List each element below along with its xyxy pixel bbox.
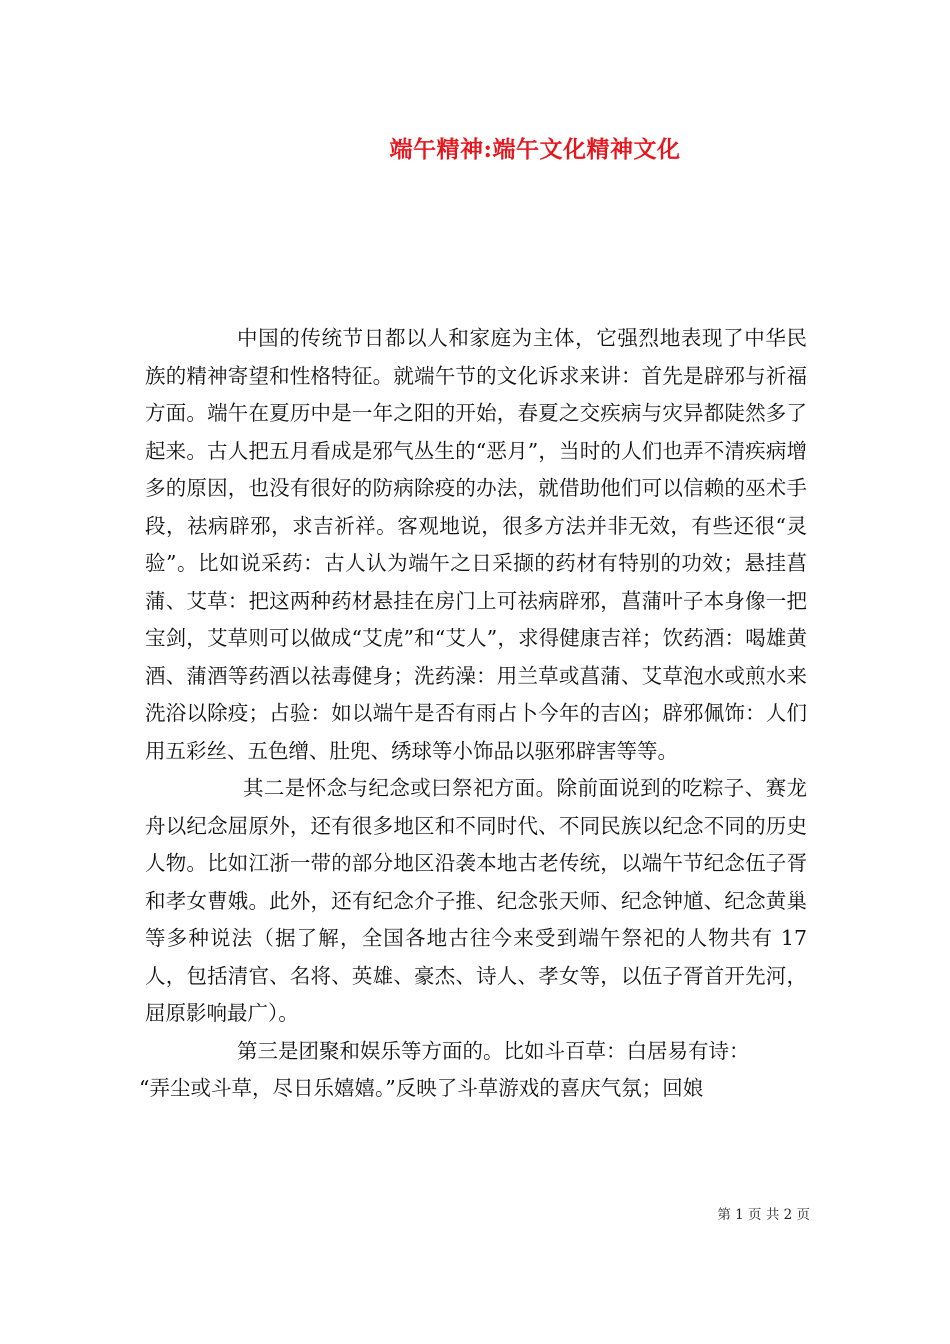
paragraph: 其二是怀念与纪念或曰祭祀方面。除前面说到的吃粽子、赛龙舟以纪念屈原外，还有很多地区和不同时代、不同民族以纪念不同的历史人物。比如江浙一带的部分地区沿袭本地古老传统，以端午节纪念伍子胥和孝女曹娥。此外，还有纪念介子推、纪念张天师、纪念钟馗、纪念黄巢等多种说法（据了解，全国各地古往今来受到端午祭祀的人物共有 17 人，包括清官、名将、英雄、豪杰、诗人、孝女等，以伍子胥首开先河，屈原影响最广）。 [145,776,807,1025]
paragraph-line: 第三是团聚和娱乐等方面的。比如斗百草：白居易有诗： [237,1038,750,1063]
paragraph: 中国的传统节日都以人和家庭为主体，它强烈地表现了中华民族的精神寄望和性格特征。就端午节的文化诉求来讲：首先是辟邪与祈福方面。端午在夏历中是一年之阳的开始，春夏之交疾病与灾异都陡然多了起来。古人把五月看成是邪气丛生的“恶月”，当时的人们也弄不清疾病增多的原因，也没有很好的防病除疫的办法，就借助他们可以信赖的巫术手段，祛病辟邪，求吉祈祥。客观地说，很多方法并非无效，有些还很“灵验”。比如说采药：古人认为端午之日采撷的药材有特别的功效；悬挂菖蒲、艾草：把这两种药材悬挂在房门上可祛病辟邪，菖蒲叶子本身像一把宝剑，艾草则可以做成“艾虎”和“艾人”，求得健康吉祥；饮药酒：喝雄黄酒、蒲酒等药酒以祛毒健身；洗药澡：用兰草或菖蒲、艾草泡水或煎水来洗浴以除疫；占验：如以端午是否有雨占卜今年的吉凶；辟邪佩饰：人们用五彩丝、五色缯、肚兜、绣球等小饰品以驱邪辟害等等。 [145,326,807,763]
paragraph [139,1033,807,1108]
document-body [139,320,807,1108]
paragraph-line: “弄尘或斗草，尽日乐嬉嬉。”反映了斗草游戏的喜庆气氛；回娘 [139,1076,704,1100]
page-title: 端午精神:端午文化精神文化 [389,136,681,163]
page-number: 第 1 页 共 2 页 [717,1207,810,1223]
